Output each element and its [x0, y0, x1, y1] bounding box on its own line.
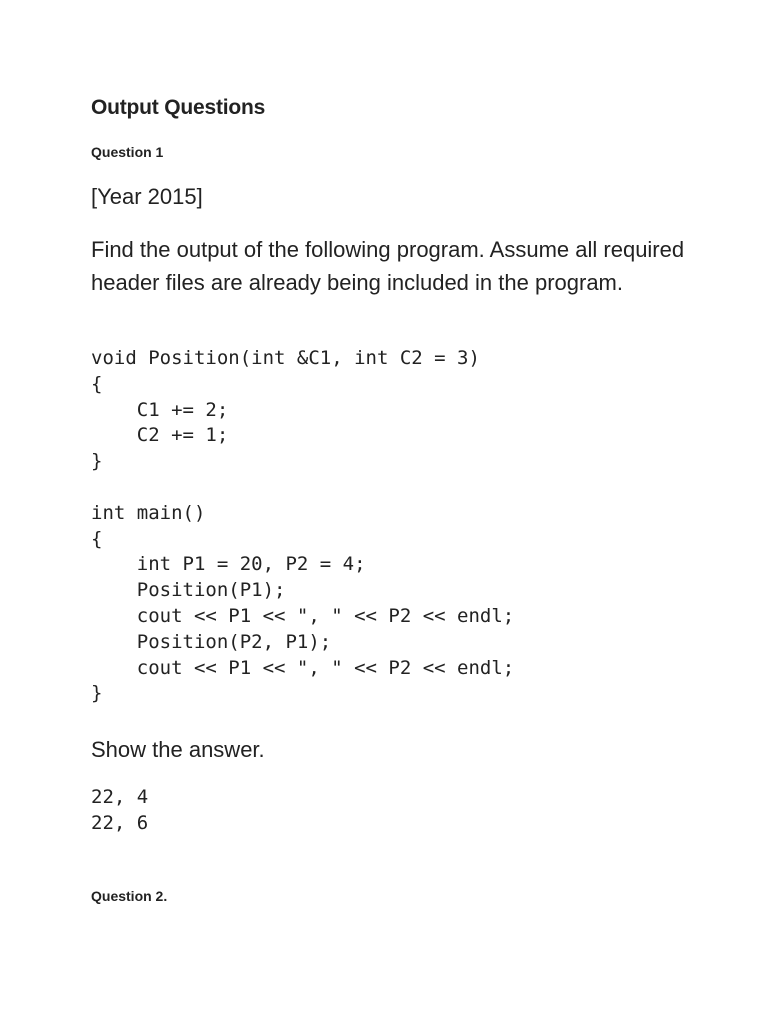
code-line [91, 475, 514, 501]
question-2-label: Question 2. [91, 888, 168, 904]
code-line: void Position(int &C1, int C2 = 3) [91, 347, 480, 369]
answer-block [91, 785, 148, 837]
code-block [91, 346, 514, 707]
code-line: cout << P1 << ", " << P2 << endl; [91, 656, 515, 679]
code-line: C2 += 1; [91, 424, 229, 447]
code-line: { [91, 372, 103, 395]
code-line: } [91, 450, 103, 473]
code-line: int P1 = 20, P2 = 4; [91, 553, 366, 576]
answer-line: 22, 4 [91, 786, 149, 808]
code-line: C1 += 2; [91, 398, 229, 421]
code-line: { [91, 527, 103, 550]
code-line: } [91, 682, 103, 705]
code-line: cout << P1 << ", " << P2 << endl; [91, 604, 515, 627]
code-line: Position(P1); [91, 579, 286, 602]
question-1-label: Question 1 [91, 144, 164, 160]
question-1-year: [Year 2015] [91, 184, 203, 209]
section-title: Output Questions [91, 96, 266, 119]
show-answer-link[interactable]: Show the answer. [91, 737, 265, 762]
answer-line: 22, 6 [91, 811, 149, 834]
question-1-prompt: Find the output of the following program. Assume all required header files are already being included in the program. [91, 237, 685, 295]
code-line: Position(P2, P1); [91, 630, 332, 653]
code-line: int main() [91, 501, 206, 524]
